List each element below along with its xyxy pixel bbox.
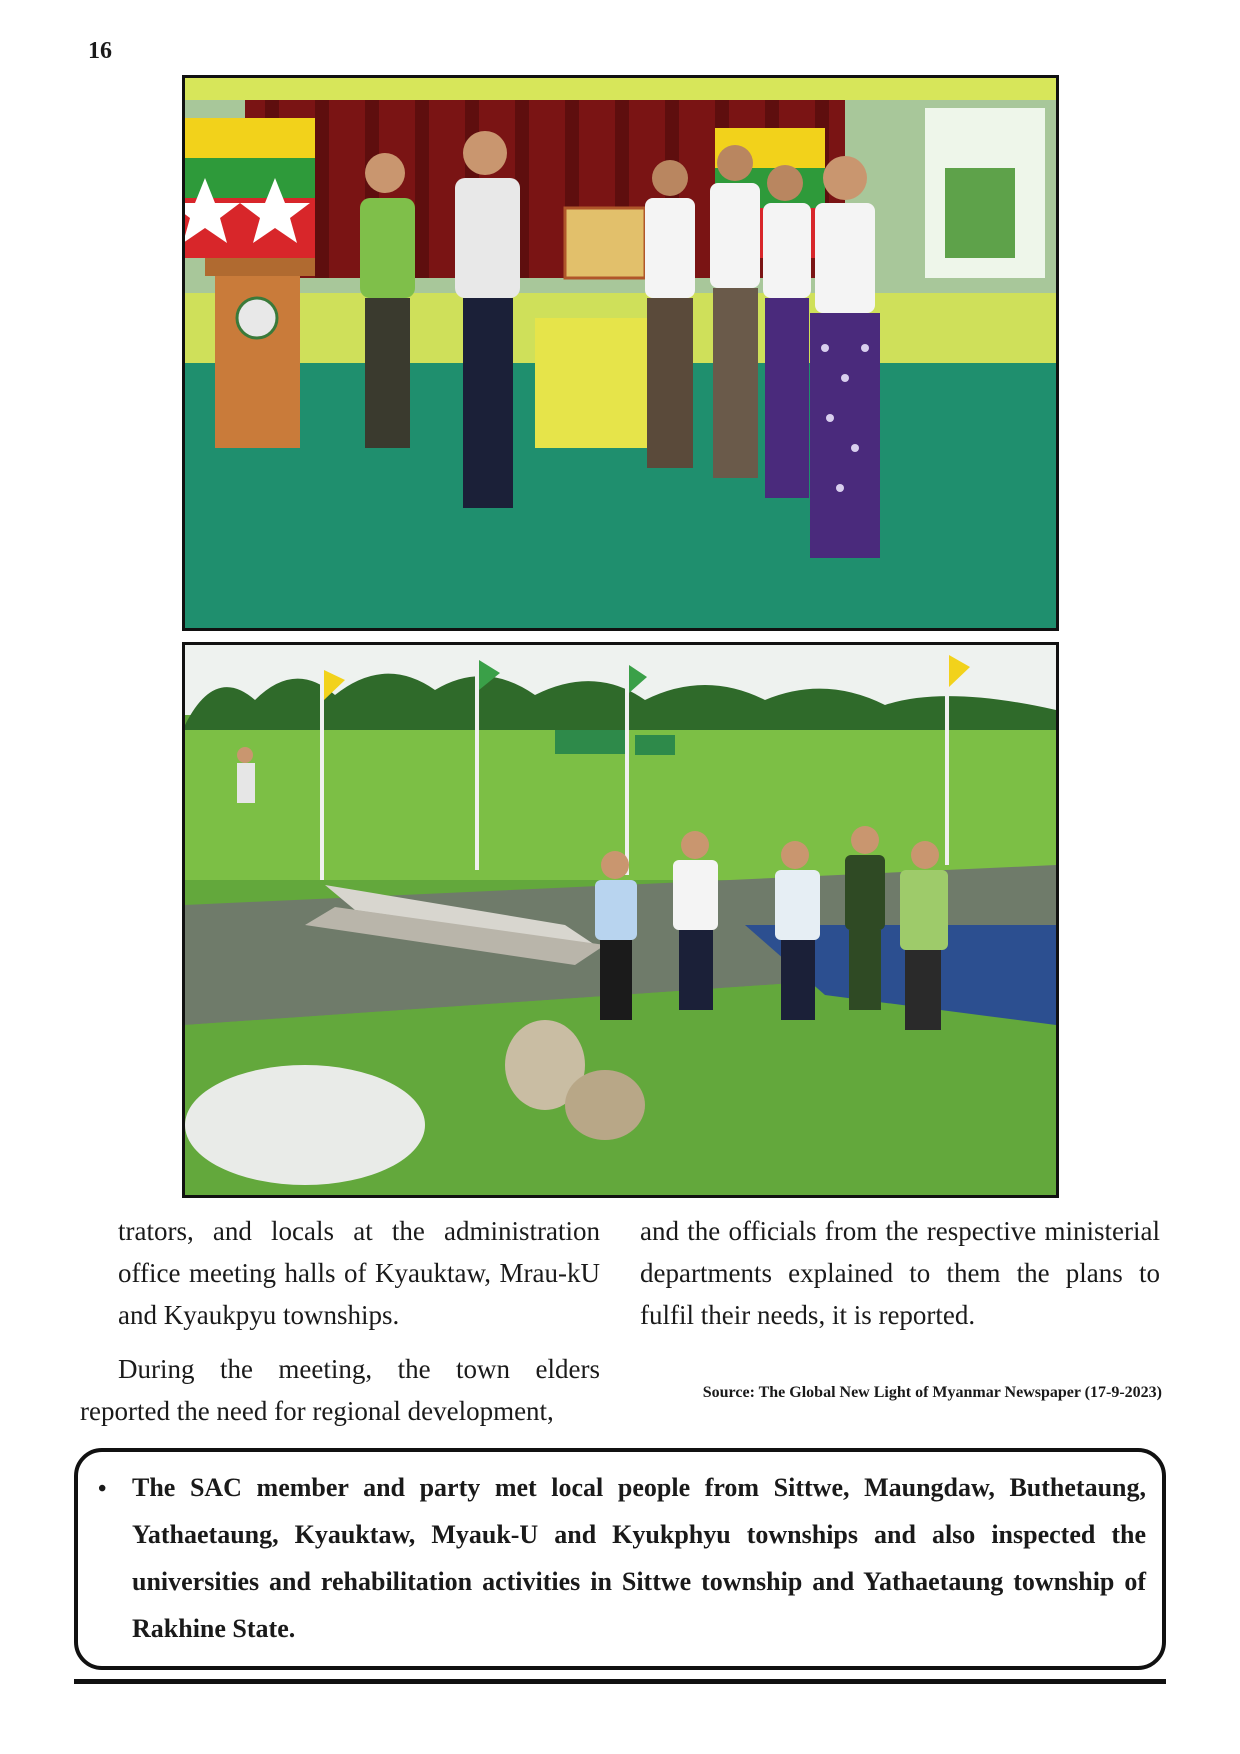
summary-box — [74, 1448, 1166, 1670]
bullet-icon: • — [98, 1476, 107, 1502]
paragraph: and the officials from the respective ministerial departments explained to them the plans to fulfil their needs, it is reported. — [640, 1216, 1160, 1330]
paddy-field-photo — [182, 642, 1059, 1198]
left-text-column — [80, 1210, 600, 1432]
right-text-column — [640, 1210, 1160, 1336]
page-number: 16 — [88, 38, 112, 64]
summary-text: The SAC member and party met local people from Sittwe, Maungdaw, Buthetaung, Yathaetaung, Kyauktaw, Myauk-U and Kyukphyu townships and also inspected the universities and rehabilitation activities in Sittwe township and Yathaetaung township of Rakhine State. — [132, 1473, 1146, 1643]
bottom-divider — [74, 1679, 1166, 1684]
ceremony-photo — [182, 75, 1059, 631]
paragraph: trators, and locals at the administration office meeting halls of Kyauktaw, Mrau-kU and Kyaukpyu townships. — [118, 1216, 600, 1330]
paragraph: During the meeting, the town elders reported the need for regional development, — [80, 1354, 600, 1426]
source-citation: Source: The Global New Light of Myanmar Newspaper (17-9-2023) — [702, 1384, 1162, 1401]
